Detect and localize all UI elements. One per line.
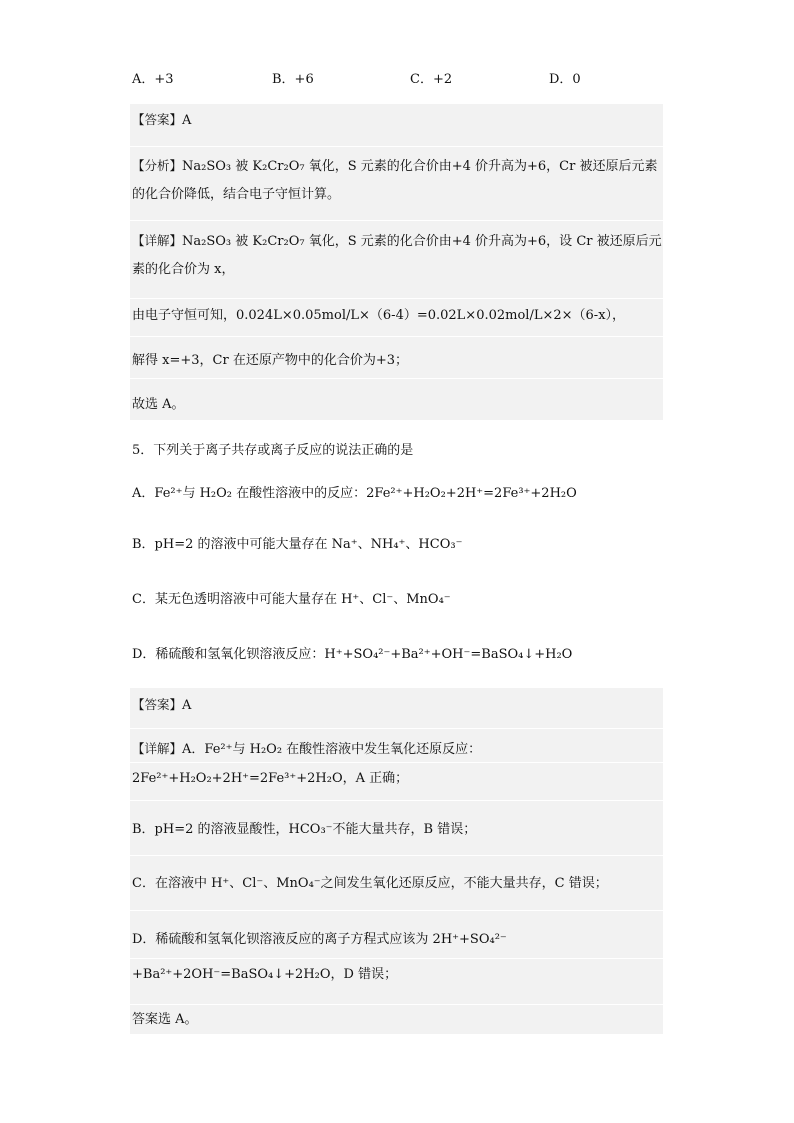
q5-detail-a-line-1 — [132, 741, 481, 758]
detail-text: Na₂SO₃ 被 K₂Cr₂O₇ 氧化，S 元素的化合价由+4 价升高为+6，设 Cr 被还原后元 — [182, 234, 662, 249]
q4-option-c: C．+2 — [410, 72, 453, 87]
answer-value: A — [182, 113, 192, 128]
analysis-text: Na₂SO₃ 被 K₂Cr₂O₇ 氧化，S 元素的化合价由+4 价升高为+6，Cr 被还原后元素 — [182, 159, 658, 174]
q4-option-b: B．+6 — [272, 72, 314, 87]
q5-option-d: D．稀硫酸和氢氧化钡溶液反应：H⁺+SO₄²⁻+Ba²⁺+OH⁻=BaSO₄↓+H₂O — [132, 647, 573, 662]
q4-detail-line-1 — [132, 233, 662, 250]
analysis-tag: 【分析】 — [132, 158, 183, 173]
detail-tag: 【详解】 — [132, 233, 183, 248]
q5-option-a: A．Fe²⁺与 H₂O₂ 在酸性溶液中的反应：2Fe²⁺+H₂O₂+2H⁺=2Fe³⁺+2H₂O — [132, 486, 577, 501]
q5-detail-c: C．在溶液中 H⁺、Cl⁻、MnO₄⁻之间发生氧化还原反应，不能大量共存，C 错误； — [132, 876, 608, 891]
q4-analysis-line-2: 的化合价降低，结合电子守恒计算。 — [132, 187, 341, 202]
detail-text: A．Fe²⁺与 H₂O₂ 在酸性溶液中发生氧化还原反应： — [182, 742, 482, 757]
q5-detail-d-line-2: +Ba²⁺+2OH⁻=BaSO₄↓+2H₂O，D 错误； — [132, 967, 398, 982]
q4-detail-line-4: 解得 x=+3，Cr 在还原产物中的化合价为+3； — [132, 353, 408, 368]
q4-detail-line-3: 由电子守恒可知，0.024L×0.05mol/L×（6-4）=0.02L×0.02mol/L×2×（6-x）， — [132, 308, 626, 323]
q5-option-b: B．pH=2 的溶液中可能大量存在 Na⁺、NH₄⁺、HCO₃⁻ — [132, 537, 463, 552]
q4-analysis-line-1 — [132, 158, 657, 175]
q5-detail-b: B．pH=2 的溶液显酸性，HCO₃⁻不能大量共存，B 错误； — [132, 822, 477, 837]
answer-tag: 【答案】 — [132, 697, 183, 712]
detail-tag: 【详解】 — [132, 741, 183, 756]
q4-detail-line-5: 故选 A。 — [132, 397, 185, 412]
q5-detail-a-line-2: 2Fe²⁺+H₂O₂+2H⁺=2Fe³⁺+2H₂O，A 正确； — [132, 771, 409, 786]
q4-answer — [132, 112, 191, 129]
q5-conclusion: 答案选 A。 — [132, 1012, 198, 1027]
q4-detail-line-2: 素的化合价为 x， — [132, 262, 235, 277]
q5-detail-d-line-1: D．稀硫酸和氢氧化钡溶液反应的离子方程式应该为 2H⁺+SO₄²⁻ — [132, 932, 507, 947]
q5-answer — [132, 697, 191, 714]
answer-tag: 【答案】 — [132, 112, 183, 127]
q4-option-a: A．+3 — [132, 72, 174, 87]
answer-value: A — [182, 698, 192, 713]
q5-stem: 5．下列关于离子共存或离子反应的说法正确的是 — [132, 443, 414, 458]
q5-option-c: C．某无色透明溶液中可能大量存在 H⁺、Cl⁻、MnO₄⁻ — [132, 592, 451, 607]
q4-option-d: D．0 — [549, 72, 581, 87]
q4-options — [132, 68, 662, 87]
